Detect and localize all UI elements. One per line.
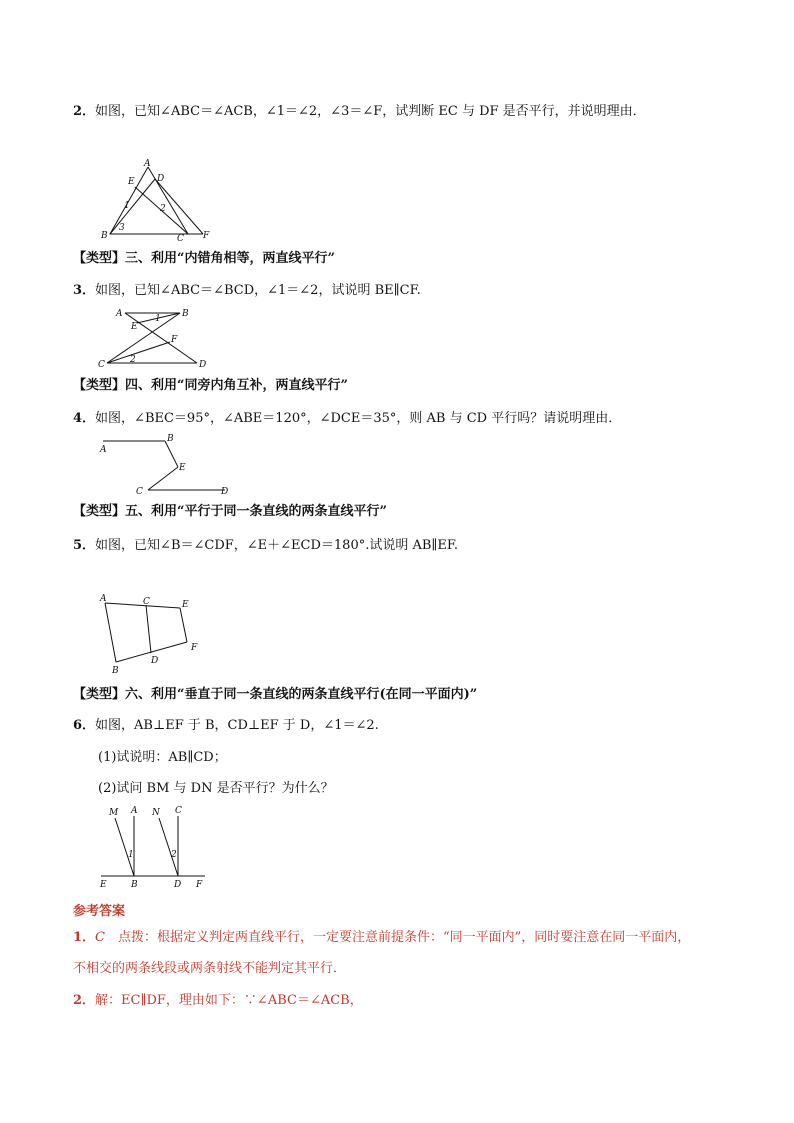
figure-problem-6 — [95, 803, 215, 888]
problem-3 — [73, 282, 421, 300]
label-c: C — [177, 234, 184, 244]
label-c: C — [136, 487, 143, 497]
problem-number: 5． — [73, 538, 96, 553]
label-d: D — [151, 656, 159, 666]
label-1: 1 — [128, 850, 134, 860]
label-f: F — [203, 231, 210, 241]
label-3: 3 — [119, 223, 125, 233]
answer-text: 解：EC∥DF，理由如下：∵∠ABC＝∠ACB， — [95, 993, 363, 1008]
label-b: B — [182, 309, 189, 319]
problem-5 — [73, 537, 458, 555]
label-2: 2 — [130, 355, 136, 365]
problem-6 — [73, 717, 379, 735]
problem-text: 如图，∠BEC＝95°，∠ABE＝120°，∠DCE＝35°，则 AB 与 CD 平行吗？请说明理由． — [95, 411, 622, 426]
label-e: E — [128, 177, 135, 187]
answer-text: 点拨：根据定义判定两直线平行，一定要注意前提条件：“同一平面内”，同时要注意在同一平面内， — [105, 930, 691, 945]
type-heading-5: 【类型】五、利用“平行于同一条直线的两条直线平行” — [73, 504, 387, 519]
segment-be — [165, 441, 178, 467]
label-e: E — [100, 880, 107, 890]
answer-1 — [73, 929, 690, 947]
problem-text: 如图，AB⊥EF 于 B，CD⊥EF 于 D，∠1＝∠2. — [95, 718, 379, 733]
segment-cd — [146, 605, 151, 653]
answer-1-continued: 不相交的两条线段或两条射线不能判定其平行． — [73, 961, 347, 976]
label-e: E — [131, 322, 138, 332]
label-c: C — [98, 360, 105, 370]
answer-number: 2． — [73, 993, 96, 1008]
problem-number: 3． — [73, 283, 96, 298]
problem-text: 如图，已知∠ABC＝∠ACB，∠1＝∠2，∠3＝∠F，试判断 EC 与 DF 是否平行，并说明理由． — [95, 104, 646, 119]
sub-question-2: (2)试问 BM 与 DN 是否平行？为什么？ — [98, 781, 334, 796]
label-d: D — [221, 487, 229, 497]
problem-number: 4． — [73, 411, 96, 426]
figure-problem-4 — [95, 432, 245, 502]
type-heading-4: 【类型】四、利用“同旁内角互补，两直线平行” — [73, 378, 348, 393]
answer-letter: C — [95, 930, 105, 945]
label-e: E — [179, 463, 186, 473]
segment-dn — [159, 818, 178, 876]
label-f: F — [191, 643, 198, 653]
segment-ad — [125, 313, 197, 363]
segment-cf — [107, 342, 170, 363]
segment-ef — [180, 608, 187, 642]
label-b: B — [101, 231, 108, 241]
segment-bd — [110, 179, 155, 234]
label-m: M — [109, 808, 119, 818]
label-d: D — [174, 880, 182, 890]
answer-2 — [73, 992, 363, 1010]
label-b: B — [112, 666, 119, 676]
problem-2 — [73, 103, 646, 121]
figure-problem-5 — [95, 590, 215, 675]
answer-number: 1． — [73, 930, 96, 945]
label-f: F — [196, 880, 203, 890]
segment-bm — [115, 818, 134, 876]
label-a: A — [144, 159, 151, 169]
segment-ab — [105, 603, 116, 662]
problem-text: 如图，已知∠B＝∠CDF，∠E＋∠ECD＝180°.试说明 AB∥EF. — [95, 538, 459, 553]
problem-number: 6． — [73, 718, 96, 733]
segment-bc — [107, 313, 180, 363]
label-n: N — [152, 808, 160, 818]
label-a: A — [131, 806, 138, 816]
label-a: A — [100, 445, 107, 455]
figure-problem-2 — [95, 155, 225, 245]
segment-ec — [148, 467, 178, 490]
label-1: 1 — [124, 201, 130, 211]
label-c: C — [143, 597, 150, 607]
label-a: A — [116, 309, 123, 319]
label-2: 2 — [160, 204, 166, 214]
problem-4 — [73, 410, 621, 428]
label-f: F — [171, 335, 178, 345]
label-d: D — [157, 174, 165, 184]
label-d: D — [199, 360, 207, 370]
type-heading-3: 【类型】三、利用“内错角相等，两直线平行” — [73, 251, 335, 266]
figure-problem-3 — [95, 305, 215, 370]
answers-heading: 参考答案 — [73, 904, 126, 919]
problem-text: 如图，已知∠ABC＝∠BCD，∠1＝∠2，试说明 BE∥CF. — [95, 283, 421, 298]
label-e: E — [182, 600, 189, 610]
type-heading-6: 【类型】六、利用“垂直于同一条直线的两条直线平行(在同一平面内)” — [73, 687, 478, 702]
label-2: 2 — [171, 850, 177, 860]
label-b: B — [131, 880, 138, 890]
label-c: C — [175, 806, 182, 816]
label-b: B — [167, 434, 174, 444]
label-a: A — [100, 594, 107, 604]
problem-number: 2． — [73, 104, 96, 119]
sub-question-1: (1)试说明：AB∥CD； — [98, 750, 227, 765]
label-1: 1 — [155, 314, 161, 324]
